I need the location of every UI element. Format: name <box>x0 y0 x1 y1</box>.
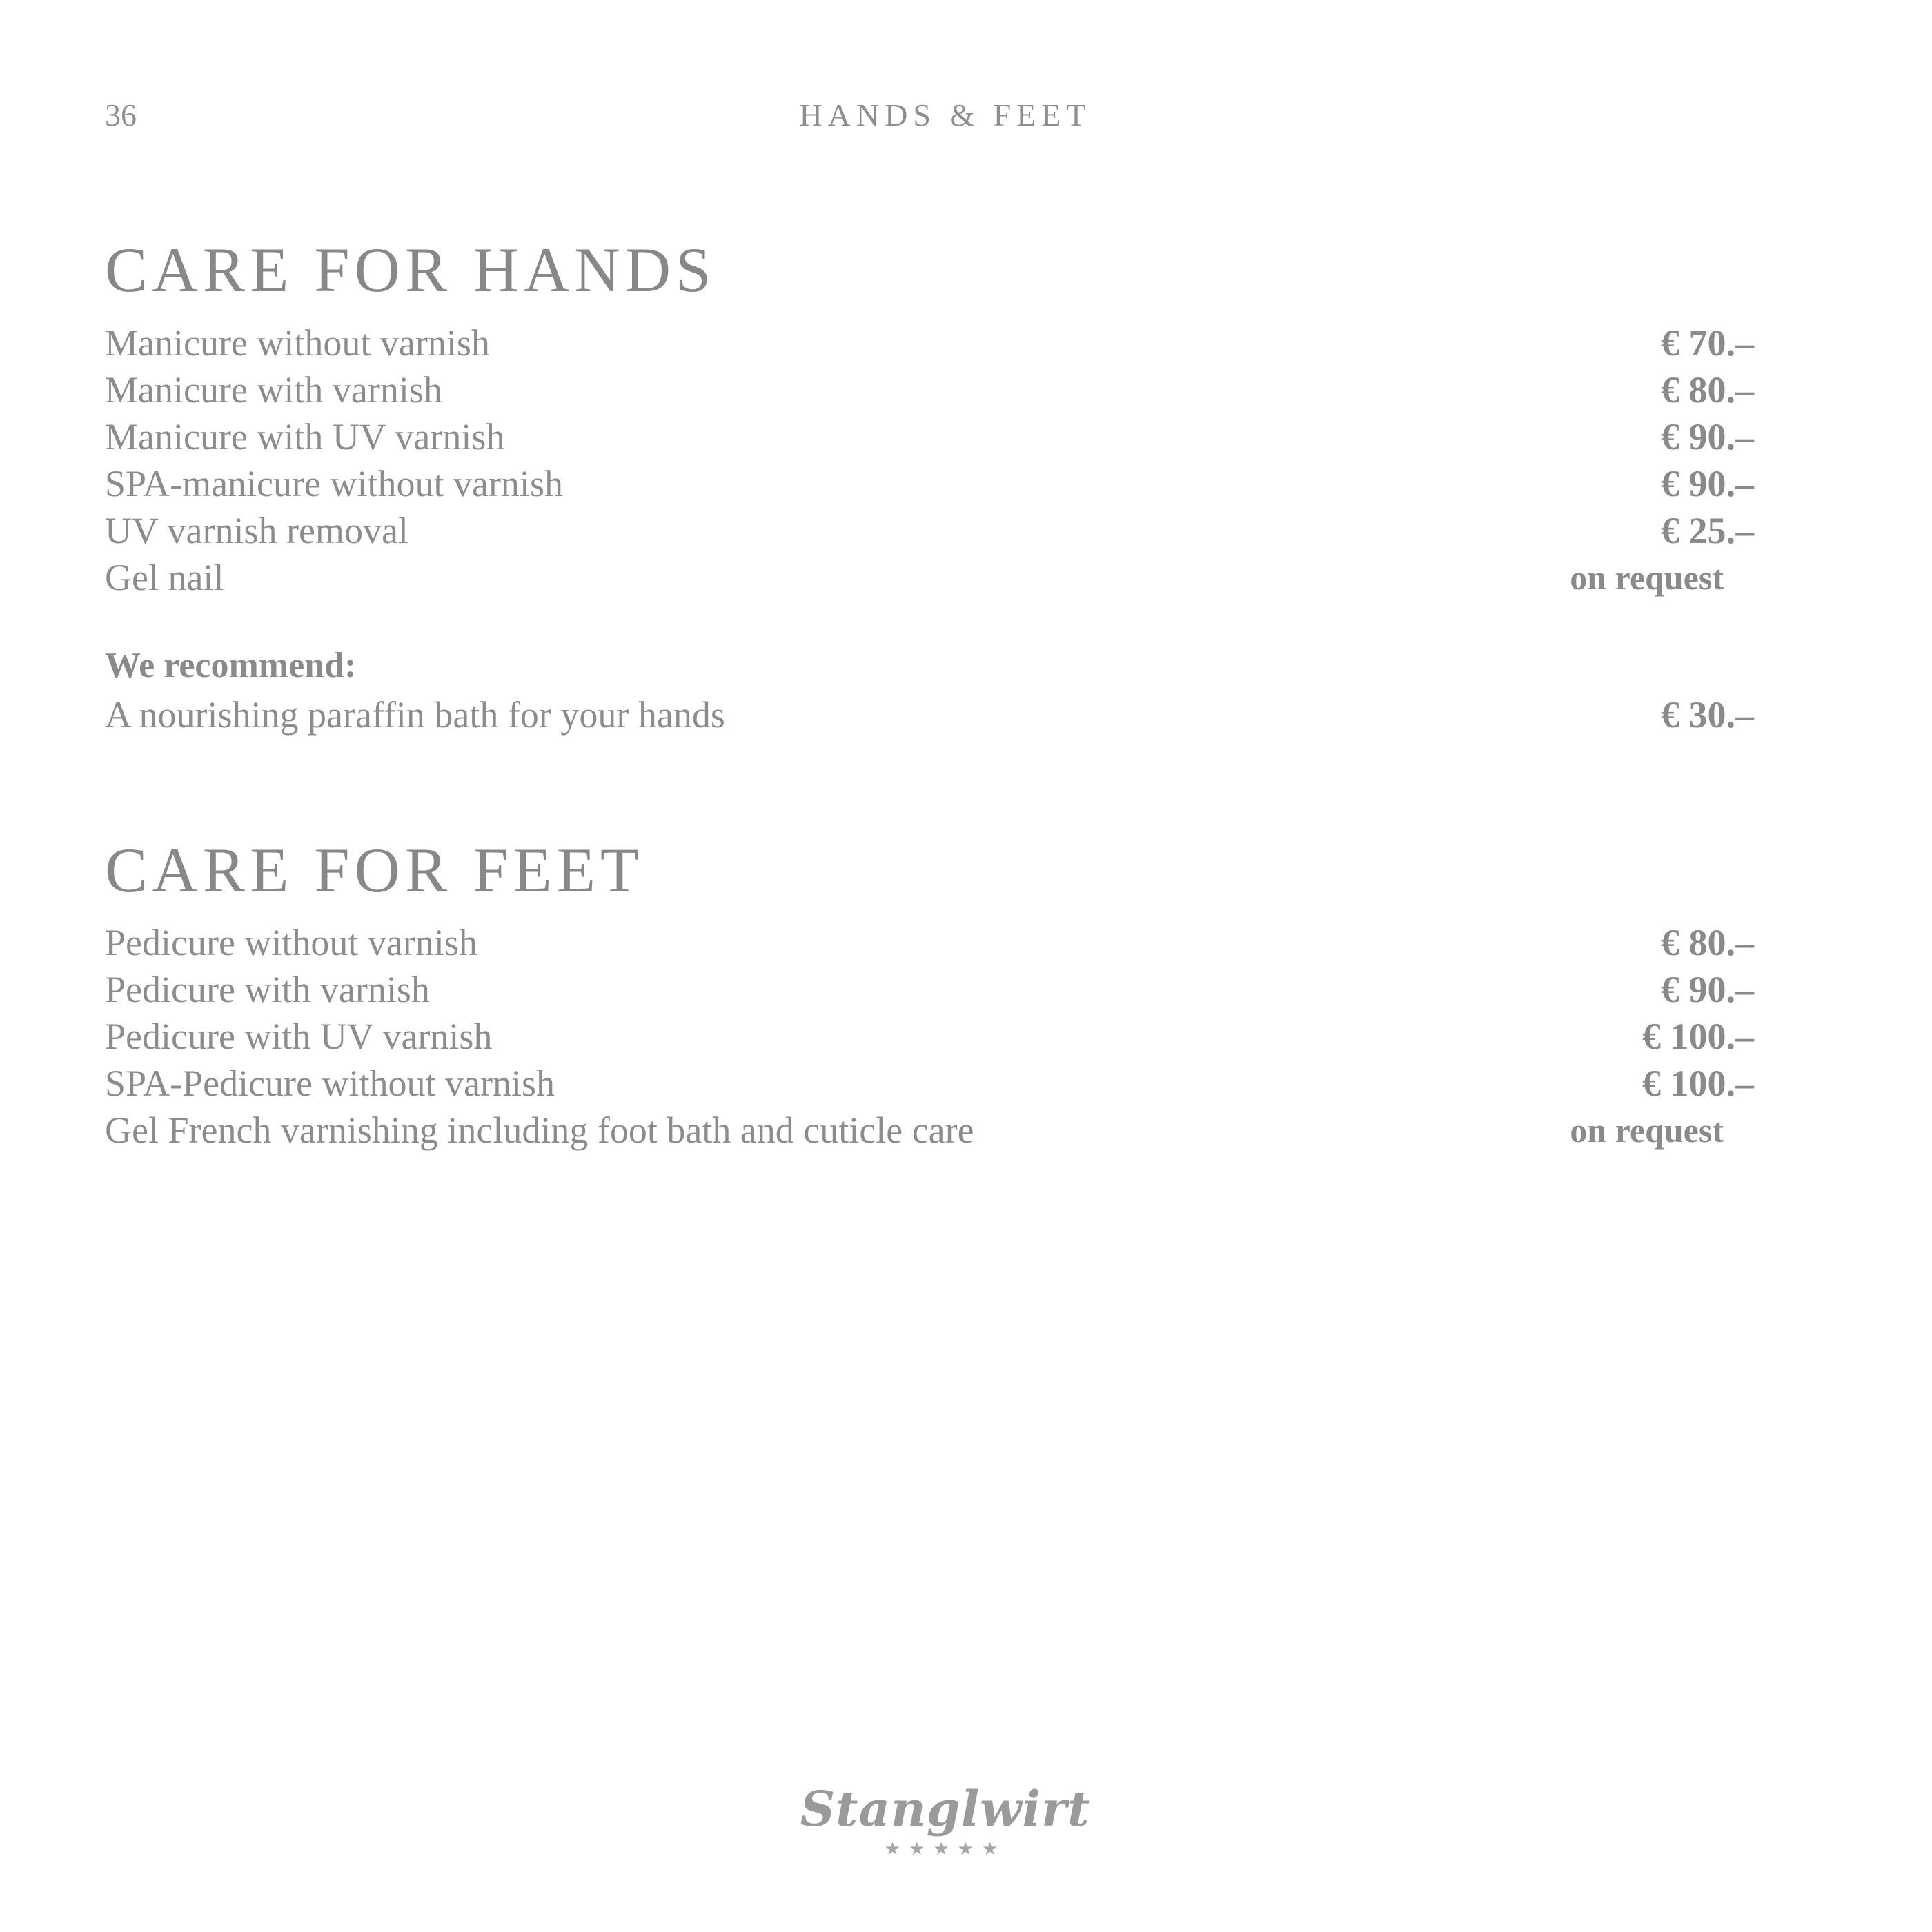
service-label: A nourishing paraffin bath for your hands <box>105 694 725 736</box>
service-price: € 90.– <box>1661 463 1754 504</box>
list-item <box>105 691 1754 738</box>
list-item <box>105 366 1754 413</box>
service-label: Pedicure without varnish <box>105 922 477 963</box>
list-item <box>105 966 1754 1013</box>
service-price: € 25.– <box>1661 510 1754 551</box>
service-price: on request <box>1570 1111 1724 1150</box>
service-label: Manicure without varnish <box>105 322 490 364</box>
service-label: Gel French varnishing including foot bath and cuticle care <box>105 1110 974 1151</box>
service-label: Pedicure with varnish <box>105 969 430 1010</box>
list-item <box>105 507 1754 554</box>
service-price: € 100.– <box>1642 1016 1754 1057</box>
hands-section-title: CARE FOR HANDS <box>105 235 716 305</box>
service-price: € 90.– <box>1661 416 1754 457</box>
feet-price-list <box>105 919 1754 1154</box>
service-price: € 90.– <box>1661 969 1754 1010</box>
service-label: Manicure with UV varnish <box>105 416 505 457</box>
service-price: € 80.– <box>1661 922 1754 963</box>
list-item <box>105 554 1754 601</box>
list-item <box>105 413 1754 460</box>
recommend-heading: We recommend: <box>105 646 357 685</box>
running-header: HANDS & FEET <box>799 97 1092 132</box>
service-label: Pedicure with UV varnish <box>105 1016 493 1057</box>
service-label: SPA-manicure without varnish <box>105 463 563 504</box>
service-price: € 100.– <box>1642 1063 1754 1104</box>
service-price: on request <box>1570 558 1724 597</box>
list-item <box>105 919 1754 966</box>
list-item <box>105 1013 1754 1060</box>
list-item <box>105 460 1754 507</box>
service-label: SPA-Pedicure without varnish <box>105 1063 555 1104</box>
page-number: 36 <box>105 97 137 132</box>
list-item <box>105 1107 1754 1154</box>
service-price: € 30.– <box>1661 694 1754 736</box>
list-item <box>105 319 1754 366</box>
star-rating-icon: ★★★★★ <box>884 1839 1007 1859</box>
logo-wordmark: Stanglwirt <box>800 1780 1091 1837</box>
service-price: € 80.– <box>1661 369 1754 411</box>
recommend-list <box>105 691 1754 738</box>
hands-price-list <box>105 319 1754 601</box>
service-label: Manicure with varnish <box>105 369 442 411</box>
service-price: € 70.– <box>1661 322 1754 364</box>
list-item <box>105 1060 1754 1107</box>
stanglwirt-logo <box>0 1780 1891 1860</box>
feet-section-title: CARE FOR FEET <box>105 835 644 905</box>
service-label: UV varnish removal <box>105 510 408 551</box>
service-label: Gel nail <box>105 557 224 598</box>
